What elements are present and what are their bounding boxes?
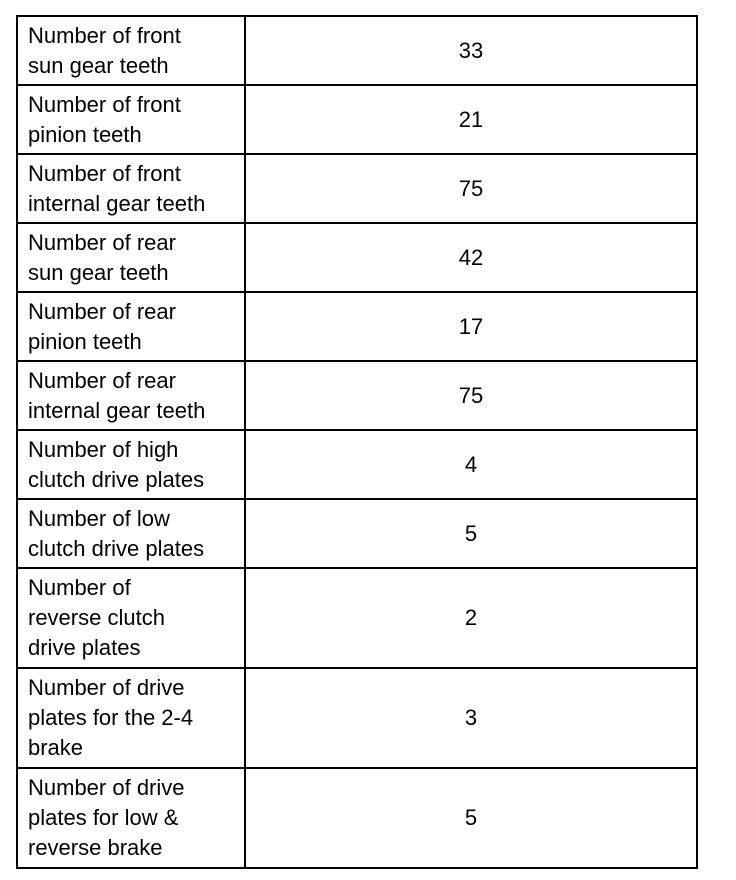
table-row	[17, 85, 697, 154]
row-label: Number of reverse clutch drive plates	[17, 568, 245, 668]
specifications-table	[16, 15, 698, 869]
row-label: Number of rear pinion teeth	[17, 292, 245, 361]
table-row	[17, 292, 697, 361]
table-row	[17, 668, 697, 768]
table-row	[17, 499, 697, 568]
row-label: Number of front internal gear teeth	[17, 154, 245, 223]
table-row	[17, 430, 697, 499]
table-row	[17, 568, 697, 668]
row-value: 5	[245, 768, 697, 868]
row-value: 2	[245, 568, 697, 668]
table-row	[17, 361, 697, 430]
row-value: 5	[245, 499, 697, 568]
row-value: 42	[245, 223, 697, 292]
table-row	[17, 223, 697, 292]
row-value: 75	[245, 154, 697, 223]
row-label: Number of drive plates for the 2-4 brake	[17, 668, 245, 768]
table-row	[17, 16, 697, 85]
row-value: 4	[245, 430, 697, 499]
row-value: 75	[245, 361, 697, 430]
row-value: 21	[245, 85, 697, 154]
table-row	[17, 154, 697, 223]
row-label: Number of drive plates for low & reverse brake	[17, 768, 245, 868]
row-label: Number of low clutch drive plates	[17, 499, 245, 568]
row-label: Number of front pinion teeth	[17, 85, 245, 154]
row-label: Number of rear internal gear teeth	[17, 361, 245, 430]
row-value: 3	[245, 668, 697, 768]
row-label: Number of high clutch drive plates	[17, 430, 245, 499]
table-row	[17, 768, 697, 868]
row-label: Number of front sun gear teeth	[17, 16, 245, 85]
row-value: 17	[245, 292, 697, 361]
row-label: Number of rear sun gear teeth	[17, 223, 245, 292]
row-value: 33	[245, 16, 697, 85]
